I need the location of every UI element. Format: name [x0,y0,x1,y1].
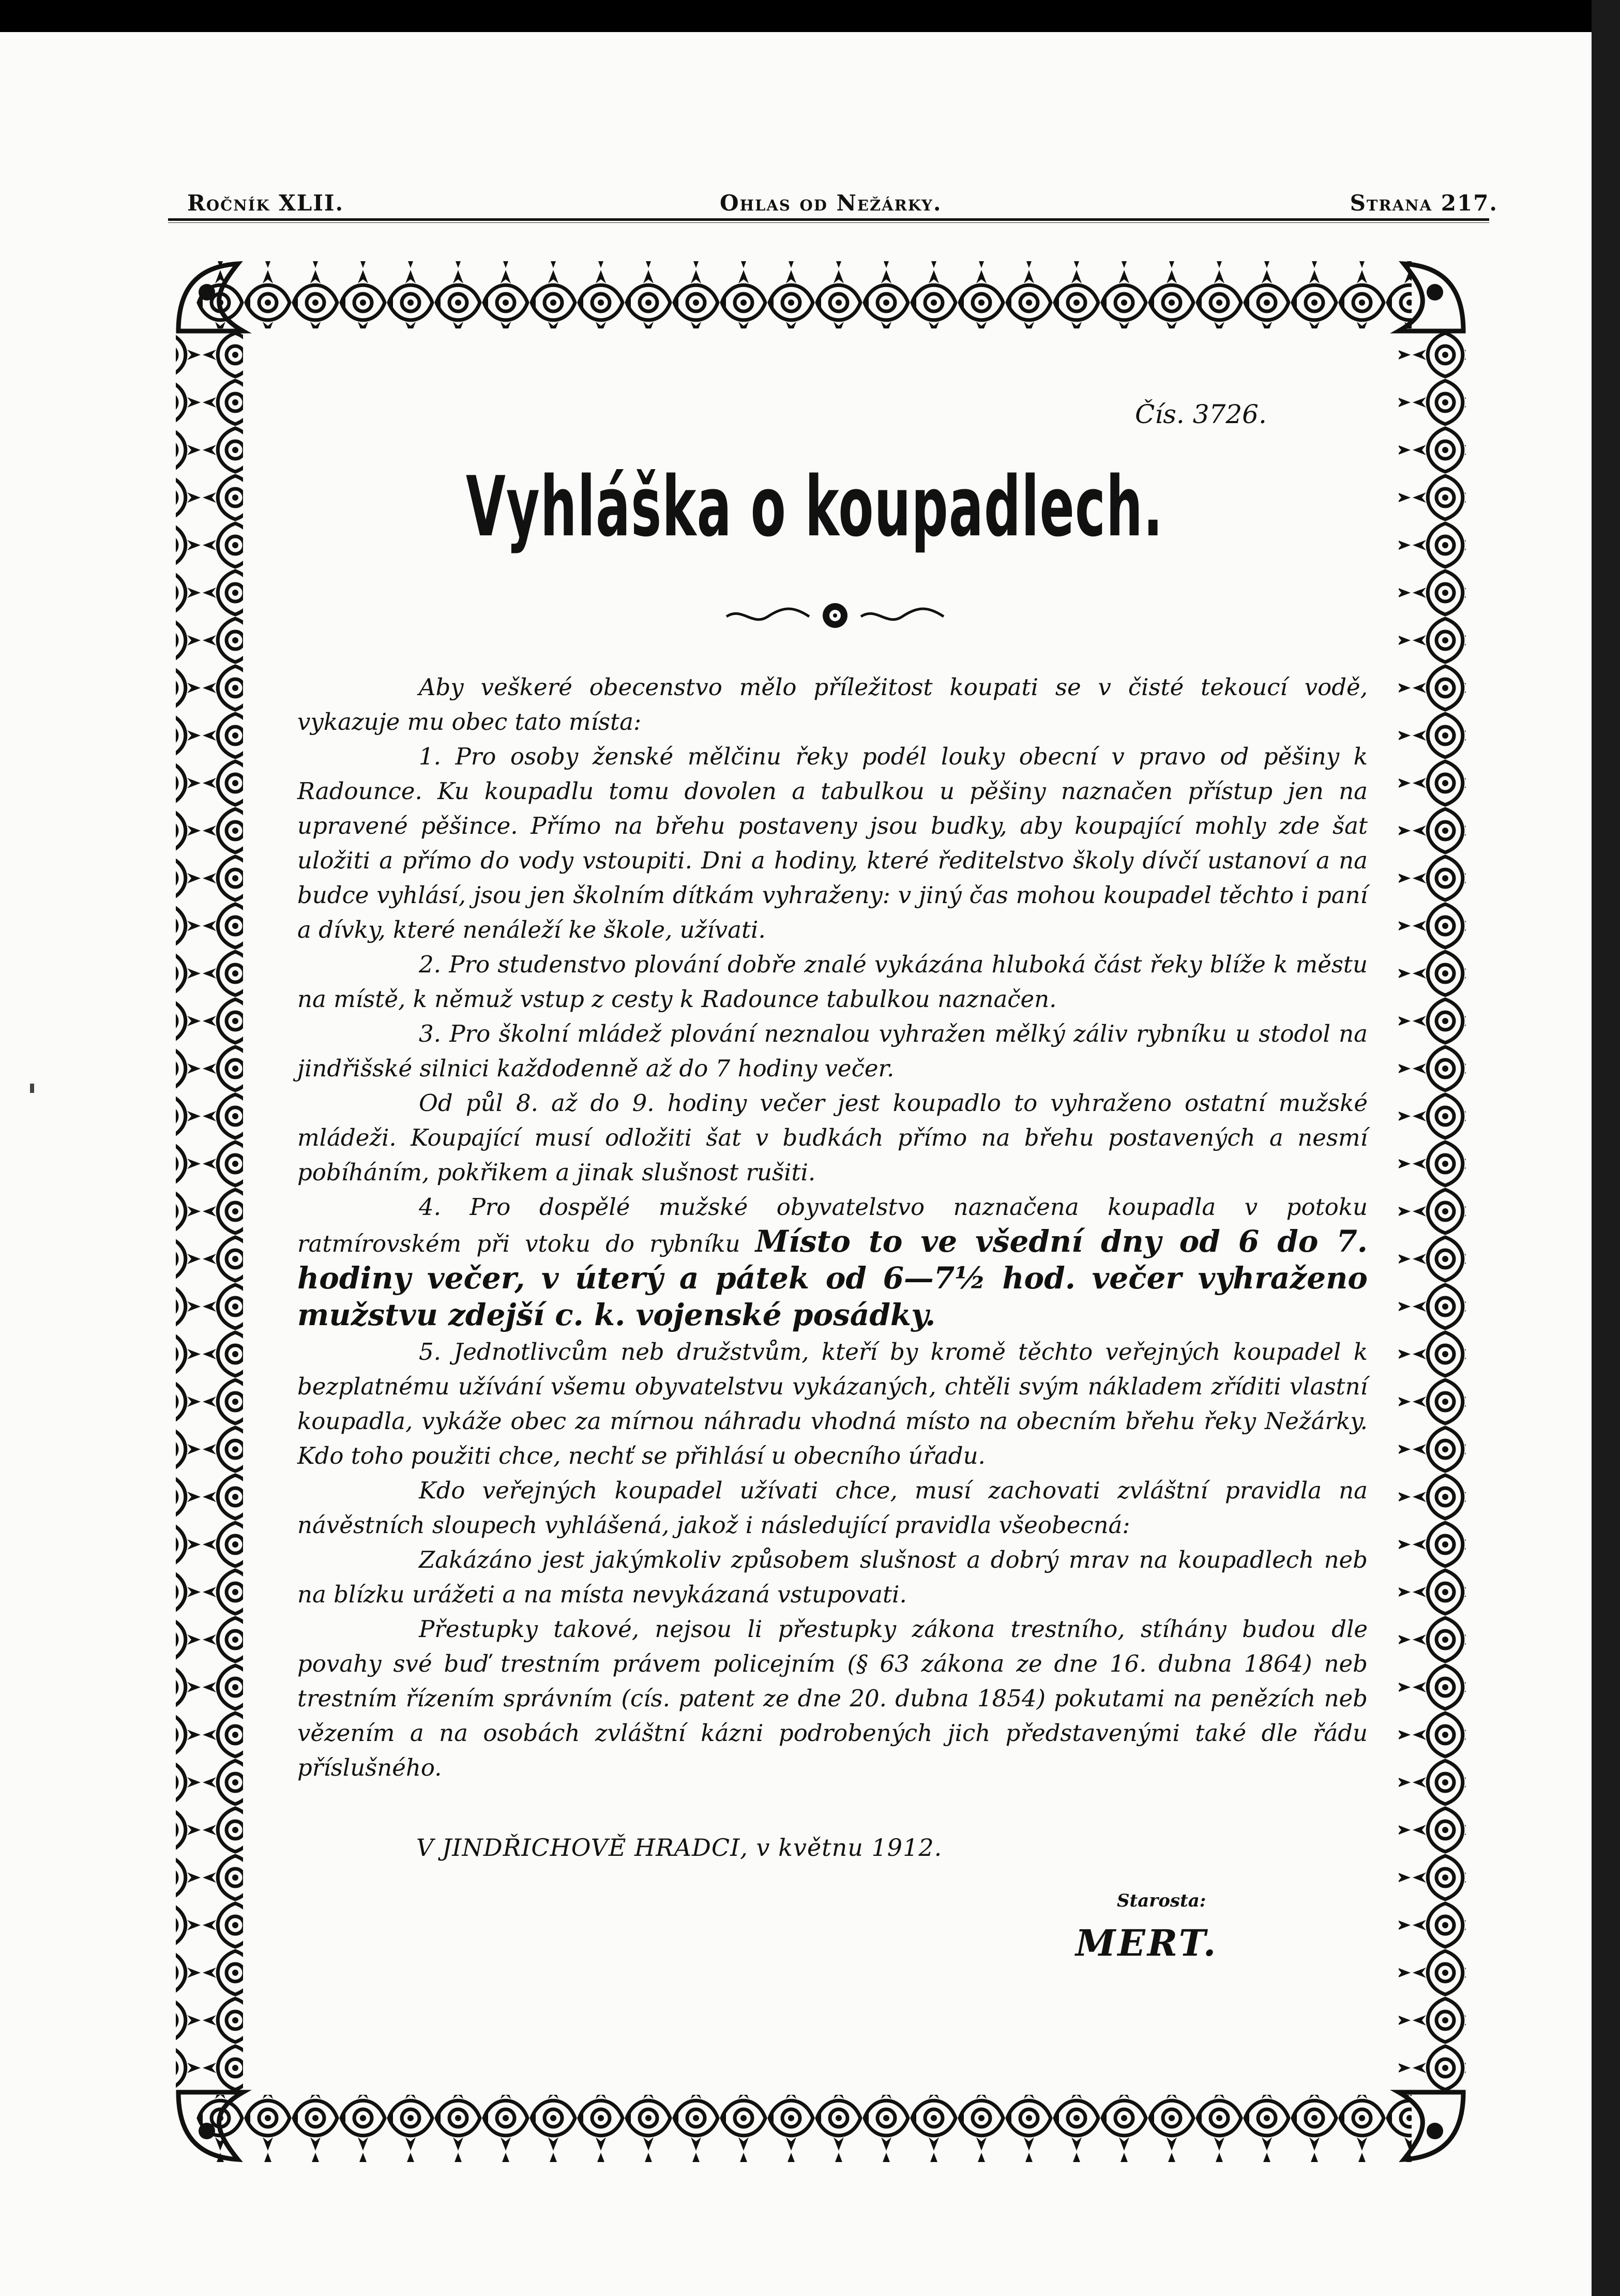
paragraph-2: 2. Pro studenstvo plování dobře znalé vykázána hluboká část řeky blíže k městu na místě, k němuž vstup z cesty k Radounce tabulkou naznačen. [297,951,1368,1013]
paragraph-prohibition: Zakázáno jest jakýmkoliv způsobem slušnost a dobrý mrav na koupadlech neb na blízku urážeti a na místa nevykázaná vstupovati. [297,1546,1368,1608]
page-number: Strana 217. [1350,190,1498,216]
notice-title: Vyhláška o koupadlech. [465,458,1163,555]
notice-number: Čís. 3726. [1135,399,1267,429]
paragraph-4-emphasis: Místo to ve všední dny od 6 do 7. hodiny večer, v úterý a pátek od 6—7½ hod. večer vyhraženo mužstvu zdejší c. k. vojenské posádky. [297,1224,1368,1332]
signer-title: Starosta: [1117,1890,1206,1911]
paragraph-3-evening: Od půl 8. až do 9. hodiny večer jest koupadlo to vyhraženo ostatní mužské mládeži. Koupající musí odložiti šat v budkách přímo na břehu postavených a nesmí pobíháním, pokřikem a jinak slušnost rušiti. [297,1089,1368,1186]
paragraph-rules: Kdo veřejných koupadel užívati chce, musí zachovati zvláštní pravidla na návěstních sloupech vyhlášená, jakož i následující pravidla všeobecná: [297,1477,1368,1539]
notice-body [297,670,1368,1785]
newspaper-name: Ohlas od Nežárky. [720,190,942,216]
volume-label: Ročník XLII. [187,190,344,216]
paragraph-5: 5. Jednotlivcům neb družstvům, kteří by kromě těchto veřejných koupadel k bezplatnému užívání všemu obyvatelstvu vykázaných, chtěli svým nákladem zříditi vlastní koupadla, vykáže obec za mírnou náhradu vhodná místo na obecním břehu řeky Nežárky. Kdo toho použiti chce, nechť se přihlásí u obecního úřadu. [297,1338,1368,1469]
intro-paragraph: Aby veškeré obecenstvo mělo příležitost koupati se v čisté tekoucí vodě, vykazuje mu obec tato místa: [297,673,1368,736]
title-flourish [721,600,949,631]
paragraph-4 [297,1190,1368,1334]
paragraph-penalties: Přestupky takové, nejsou li přestupky zákona trestního, stíhány budou dle povahy své buď trestním právem policejním (§ 63 zákona ze dne 16. dubna 1864) neb trestním řízením správním (cís. patent ze dne 20. dubna 1854) pokutami na penězích neb vězením a na osobách zvláštní kázni podrobených jich představenými také dle řádu příslušného. [297,1615,1368,1781]
place-and-date: V JINDŘICHOVĚ HRADCI, v květnu 1912. [416,1834,943,1862]
paragraph-1: 1. Pro osoby ženské mělčinu řeky podél louky obecní v pravo od pěšiny k Radounce. Ku koupadlu tomu dovolen a tabulkou u pěšiny naznačen přístup jen na upravené pěšince. Přímo na břehu postaveny jsou budky, aby koupající mohly zde šat uložiti a přímo do vody vstoupiti. Dni a hodiny, které ředitelstvo školy dívčí ustanoví a na budce vyhlásí, jsou jen školním dítkám vyhraženy: v jiný čas mohou koupadel těchto i paní a dívky, které nenáleží ke škole, užívati. [297,743,1368,943]
paragraph-4-text: 4. Pro dospělé mužské obyvatelstvo naznačena koupadla v potoku ratmírovském při vtoku do rybníku [297,1193,1368,1257]
scan-mark [30,1084,34,1093]
paragraph-3: 3. Pro školní mládež plování neznalou vyhražen mělký záliv rybníku u stodol na jindřišské silnici každodenně až do 7 hodiny večer. [297,1020,1368,1082]
signer-name: MERT. [1076,1922,1218,1964]
